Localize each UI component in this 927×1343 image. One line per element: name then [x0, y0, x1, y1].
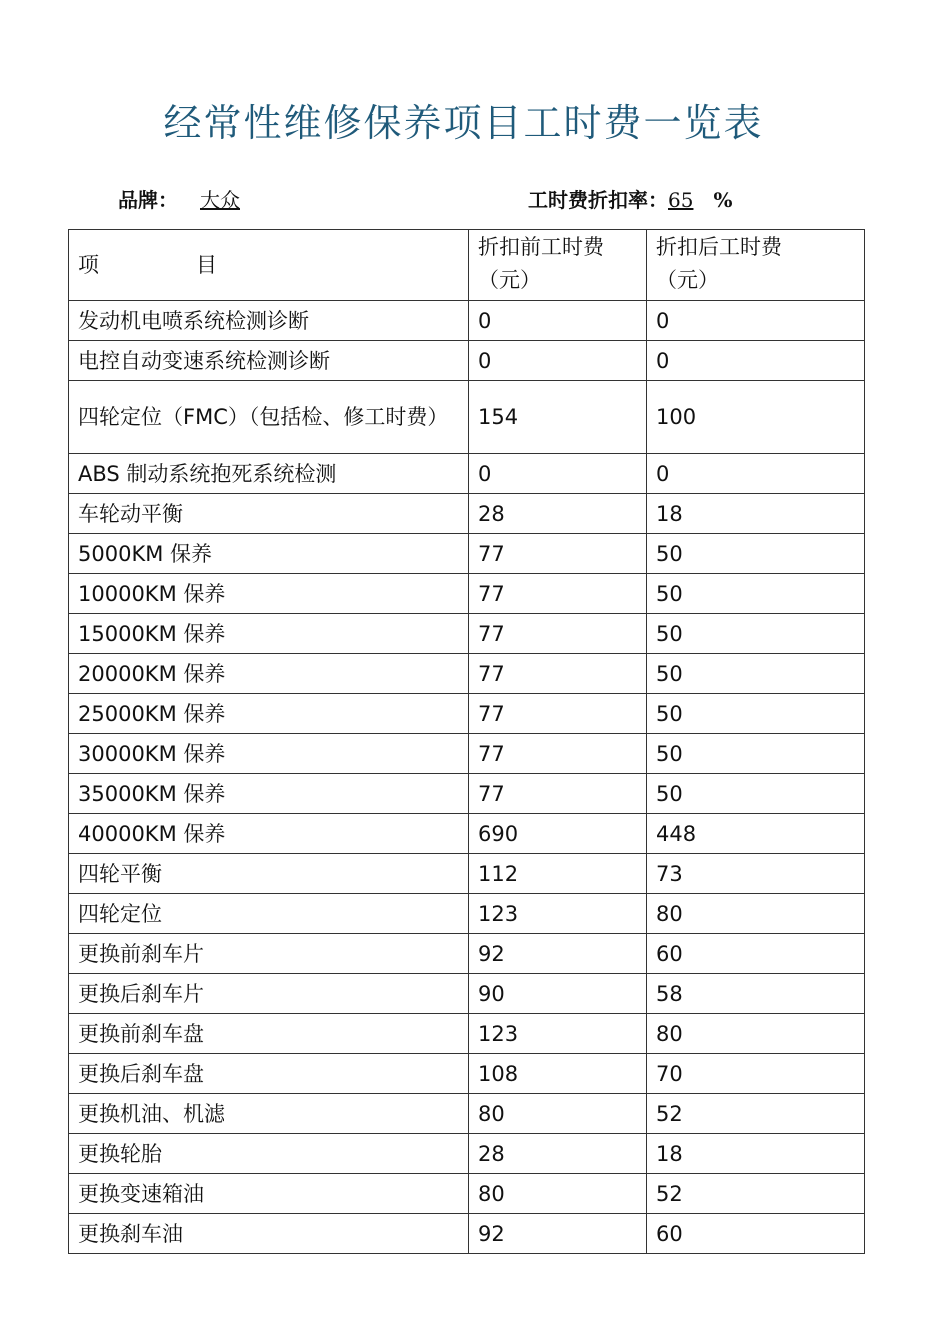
cell-item: 10000KM 保养 — [69, 574, 469, 614]
cell-item: 30000KM 保养 — [69, 734, 469, 774]
cell-after-discount: 0 — [647, 301, 865, 341]
table-row — [69, 974, 865, 1014]
cell-item: 25000KM 保养 — [69, 694, 469, 734]
cell-after-discount: 18 — [647, 1134, 865, 1174]
cell-item: 35000KM 保养 — [69, 774, 469, 814]
table-row — [69, 854, 865, 894]
cell-after-discount: 50 — [647, 654, 865, 694]
brand-field — [118, 184, 268, 213]
cell-after-discount: 100 — [647, 381, 865, 454]
cell-before-discount: 77 — [469, 534, 647, 574]
table-row — [69, 1054, 865, 1094]
cell-item: ABS 制动系统抱死系统检测 — [69, 454, 469, 494]
table-row — [69, 454, 865, 494]
cell-item: 四轮定位（FMC）（包括检、修工时费） — [69, 381, 469, 454]
cell-item: 更换机油、机滤 — [69, 1094, 469, 1134]
labor-fee-table — [68, 229, 865, 1254]
table-row — [69, 894, 865, 934]
cell-before-discount: 77 — [469, 734, 647, 774]
cell-item: 四轮定位 — [69, 894, 469, 934]
discount-rate-label: 工时费折扣率： — [528, 188, 668, 212]
cell-after-discount: 0 — [647, 454, 865, 494]
cell-item: 四轮平衡 — [69, 854, 469, 894]
header-before-discount — [469, 230, 647, 301]
cell-before-discount: 77 — [469, 774, 647, 814]
table-row — [69, 1014, 865, 1054]
cell-before-discount: 0 — [469, 341, 647, 381]
table-row — [69, 774, 865, 814]
cell-after-discount: 60 — [647, 1214, 865, 1254]
page-title: 经常性维修保养项目工时费一览表 — [163, 101, 764, 145]
cell-item: 发动机电喷系统检测诊断 — [69, 301, 469, 341]
cell-item: 更换后刹车盘 — [69, 1054, 469, 1094]
cell-before-discount: 77 — [469, 574, 647, 614]
cell-before-discount: 80 — [469, 1094, 647, 1134]
table-row — [69, 1134, 865, 1174]
cell-item: 更换轮胎 — [69, 1134, 469, 1174]
cell-item: 更换前刹车盘 — [69, 1014, 469, 1054]
cell-after-discount: 50 — [647, 534, 865, 574]
table-row — [69, 341, 865, 381]
header-before-line2: （元） — [478, 268, 541, 292]
table-row — [69, 534, 865, 574]
cell-before-discount: 108 — [469, 1054, 647, 1094]
cell-item: 电控自动变速系统检测诊断 — [69, 341, 469, 381]
cell-after-discount: 18 — [647, 494, 865, 534]
header-item-b: 目 — [196, 253, 217, 277]
header-item — [69, 230, 469, 301]
table-row — [69, 934, 865, 974]
cell-item: 车轮动平衡 — [69, 494, 469, 534]
table-row — [69, 734, 865, 774]
cell-after-discount: 52 — [647, 1094, 865, 1134]
header-after-discount — [647, 230, 865, 301]
cell-before-discount: 77 — [469, 694, 647, 734]
table-row — [69, 1174, 865, 1214]
cell-item: 5000KM 保养 — [69, 534, 469, 574]
cell-item: 40000KM 保养 — [69, 814, 469, 854]
cell-after-discount: 50 — [647, 574, 865, 614]
cell-before-discount: 123 — [469, 894, 647, 934]
cell-before-discount: 90 — [469, 974, 647, 1014]
cell-after-discount: 50 — [647, 694, 865, 734]
cell-before-discount: 77 — [469, 654, 647, 694]
cell-item: 更换刹车油 — [69, 1214, 469, 1254]
header-item-a: 项 — [78, 253, 99, 277]
cell-before-discount: 80 — [469, 1174, 647, 1214]
header-after-line1: 折扣后工时费 — [656, 235, 782, 259]
table-row — [69, 301, 865, 341]
table-row — [69, 1214, 865, 1254]
cell-after-discount: 0 — [647, 341, 865, 381]
table-row — [69, 814, 865, 854]
cell-item: 15000KM 保养 — [69, 614, 469, 654]
table-row — [69, 654, 865, 694]
cell-before-discount: 123 — [469, 1014, 647, 1054]
cell-before-discount: 112 — [469, 854, 647, 894]
table-row — [69, 694, 865, 734]
discount-rate-unit: % — [713, 188, 733, 212]
cell-after-discount: 50 — [647, 774, 865, 814]
cell-after-discount: 60 — [647, 934, 865, 974]
cell-after-discount: 80 — [647, 1014, 865, 1054]
brand-value: 大众 — [200, 188, 240, 212]
cell-after-discount: 52 — [647, 1174, 865, 1214]
header-after-line2: （元） — [656, 268, 719, 292]
cell-item: 更换前刹车片 — [69, 934, 469, 974]
cell-before-discount: 28 — [469, 494, 647, 534]
cell-after-discount: 50 — [647, 614, 865, 654]
cell-before-discount: 0 — [469, 301, 647, 341]
table-header-row — [69, 230, 865, 301]
cell-before-discount: 154 — [469, 381, 647, 454]
table-row — [69, 381, 865, 454]
cell-before-discount: 690 — [469, 814, 647, 854]
cell-before-discount: 92 — [469, 934, 647, 974]
cell-after-discount: 58 — [647, 974, 865, 1014]
table-row — [69, 494, 865, 534]
discount-rate-field — [528, 184, 732, 213]
cell-item: 更换后刹车片 — [69, 974, 469, 1014]
cell-after-discount: 73 — [647, 854, 865, 894]
cell-after-discount: 50 — [647, 734, 865, 774]
cell-after-discount: 448 — [647, 814, 865, 854]
header-before-line1: 折扣前工时费 — [478, 235, 604, 259]
cell-before-discount: 92 — [469, 1214, 647, 1254]
cell-after-discount: 80 — [647, 894, 865, 934]
cell-item: 20000KM 保养 — [69, 654, 469, 694]
brand-label: 品牌： — [118, 188, 178, 212]
cell-before-discount: 77 — [469, 614, 647, 654]
table-row — [69, 574, 865, 614]
cell-after-discount: 70 — [647, 1054, 865, 1094]
cell-before-discount: 0 — [469, 454, 647, 494]
cell-item: 更换变速箱油 — [69, 1174, 469, 1214]
cell-before-discount: 28 — [469, 1134, 647, 1174]
table-row — [69, 614, 865, 654]
discount-rate-value: 65 — [668, 188, 694, 212]
table-row — [69, 1094, 865, 1134]
